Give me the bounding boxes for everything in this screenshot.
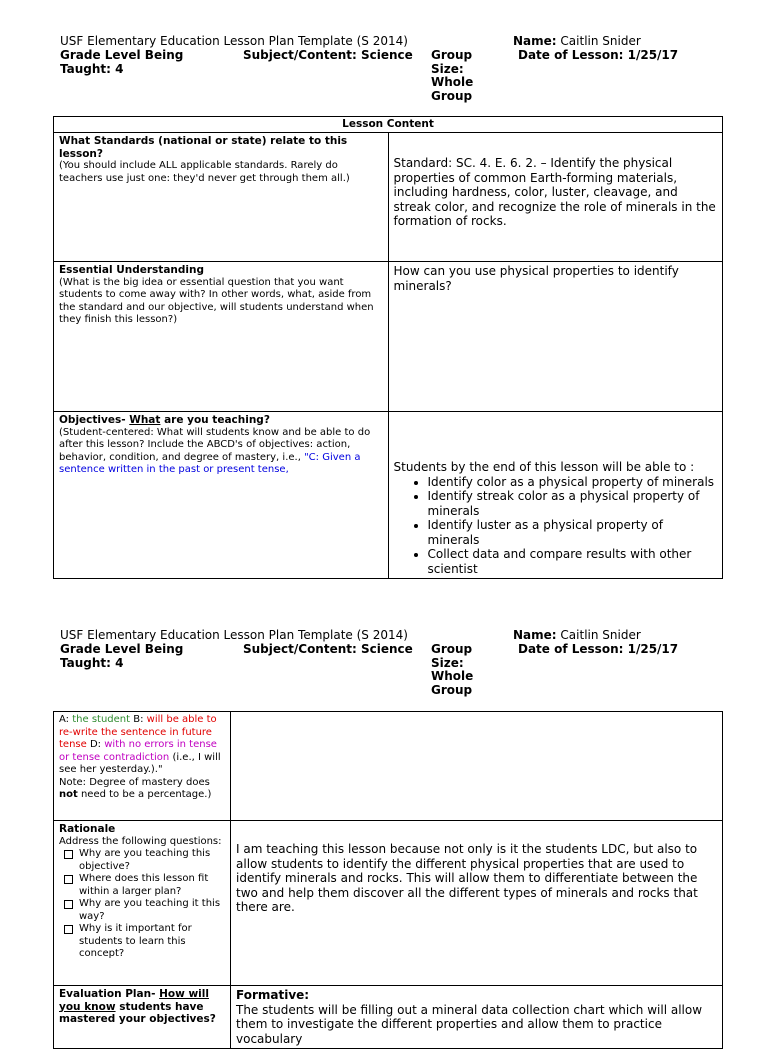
list-item: • Identify luster as a physical property of minerals <box>428 518 718 547</box>
group-size: Group Size: Whole Group <box>431 642 474 697</box>
mastery-note: Note: Degree of mastery does not need to be a percentage.) <box>59 776 212 800</box>
standards-note: (You should include ALL applicable standards. Rarely do teachers use just one: they'd never get through them all.) <box>59 160 350 184</box>
lesson-date: Date of Lesson: 1/25/17 <box>518 48 679 62</box>
template-title: USF Elementary Education Lesson Plan Template (S 2014) <box>60 34 408 48</box>
rationale-content-cell <box>231 821 723 986</box>
grade-level: Grade Level Being Taught: 4 <box>60 48 184 76</box>
list-item: Why are you teaching this objective? <box>62 848 225 873</box>
subject-content: Subject/Content: Science <box>243 642 413 656</box>
abcd-text: A: the student B: will be able to re-write the sentence in future tense D: with no errors in tense or tense contradiction (i.e., I will see her yesterday.)." <box>59 714 221 775</box>
evaluation-content: The students will be filling out a mineral data collection chart which will allow them to investigate the different properties and allow them to practice vocabulary <box>236 1002 703 1046</box>
teacher-name: Name: Caitlin Snider <box>513 628 641 642</box>
essential-content: How can you use physical properties to identify minerals? <box>393 264 679 293</box>
lesson-content-table-continued <box>53 711 723 1049</box>
abcd-cell <box>54 712 231 821</box>
grade-level: Grade Level Being Taught: 4 <box>60 642 184 670</box>
rationale-questions <box>59 848 225 961</box>
standards-title: What Standards (national or state) relate to this lesson? <box>59 135 348 160</box>
essential-title: Essential Understanding <box>59 264 204 276</box>
checkbox-icon <box>64 875 73 884</box>
list-item: Where does this lesson fit within a larger plan? <box>62 873 225 898</box>
list-item: • Collect data and compare results with other scientist <box>428 547 718 576</box>
group-size: Group Size: Whole Group <box>431 48 474 103</box>
rationale-intro: Address the following questions: <box>59 835 222 847</box>
formative-label: Formative: <box>236 988 310 1002</box>
objectives-intro: Students by the end of this lesson will be able to : <box>393 460 695 474</box>
list-item: • Identify streak color as a physical property of minerals <box>428 489 718 518</box>
rationale-content: I am teaching this lesson because not only is it the students LDC, but also to allow students to identify the different physical properties that are used to identify minerals and rocks. This will allow them to differentiate between the two and help them discover all the different types of minerals and rocks that there are. <box>236 842 698 914</box>
rationale-title: Rationale <box>59 823 116 835</box>
table-row <box>54 821 723 986</box>
table-caption: Lesson Content <box>54 117 723 133</box>
checkbox-icon <box>64 850 73 859</box>
objectives-title: Objectives- What are you teaching? <box>59 414 270 426</box>
table-row <box>54 986 723 1049</box>
subject-content: Subject/Content: Science <box>243 48 413 62</box>
evaluation-content-cell <box>231 986 723 1049</box>
evaluation-label-cell <box>54 986 231 1049</box>
objectives-note: (Student-centered: What will students know and be able to do after this lesson? Include the ABCD's of objectives: action, behavior, condition, and degree of mastery, i.e., "C: Given a sentence written in the past or present tense, <box>59 426 371 475</box>
lesson-date: Date of Lesson: 1/25/17 <box>518 642 679 656</box>
teacher-name: Name: Caitlin Snider <box>513 34 641 48</box>
evaluation-title: Evaluation Plan- How will you know students have mastered your objectives? <box>59 988 216 1025</box>
list-item: Why is it important for students to learn this concept? <box>62 923 225 961</box>
rationale-label-cell <box>54 821 231 986</box>
checkbox-icon <box>64 925 73 934</box>
table-row <box>54 712 723 821</box>
standards-content: Standard: SC. 4. E. 6. 2. – Identify the physical properties of common Earth-forming materials, including hardness, color, luster, cleavage, and streak color, and recognize the role of minerals in the formation of rocks. <box>393 156 716 228</box>
essential-note: (What is the big idea or essential question that you want students to come away with? In other words, what, aside from the standard and our objective, will students understand when they finish this lesson?) <box>59 276 374 325</box>
template-title: USF Elementary Education Lesson Plan Template (S 2014) <box>60 628 408 642</box>
abcd-content-cell <box>231 712 723 821</box>
checkbox-icon <box>64 900 73 909</box>
list-item: • Identify color as a physical property of minerals <box>428 475 718 490</box>
list-item: Why are you teaching it this way? <box>62 898 225 923</box>
